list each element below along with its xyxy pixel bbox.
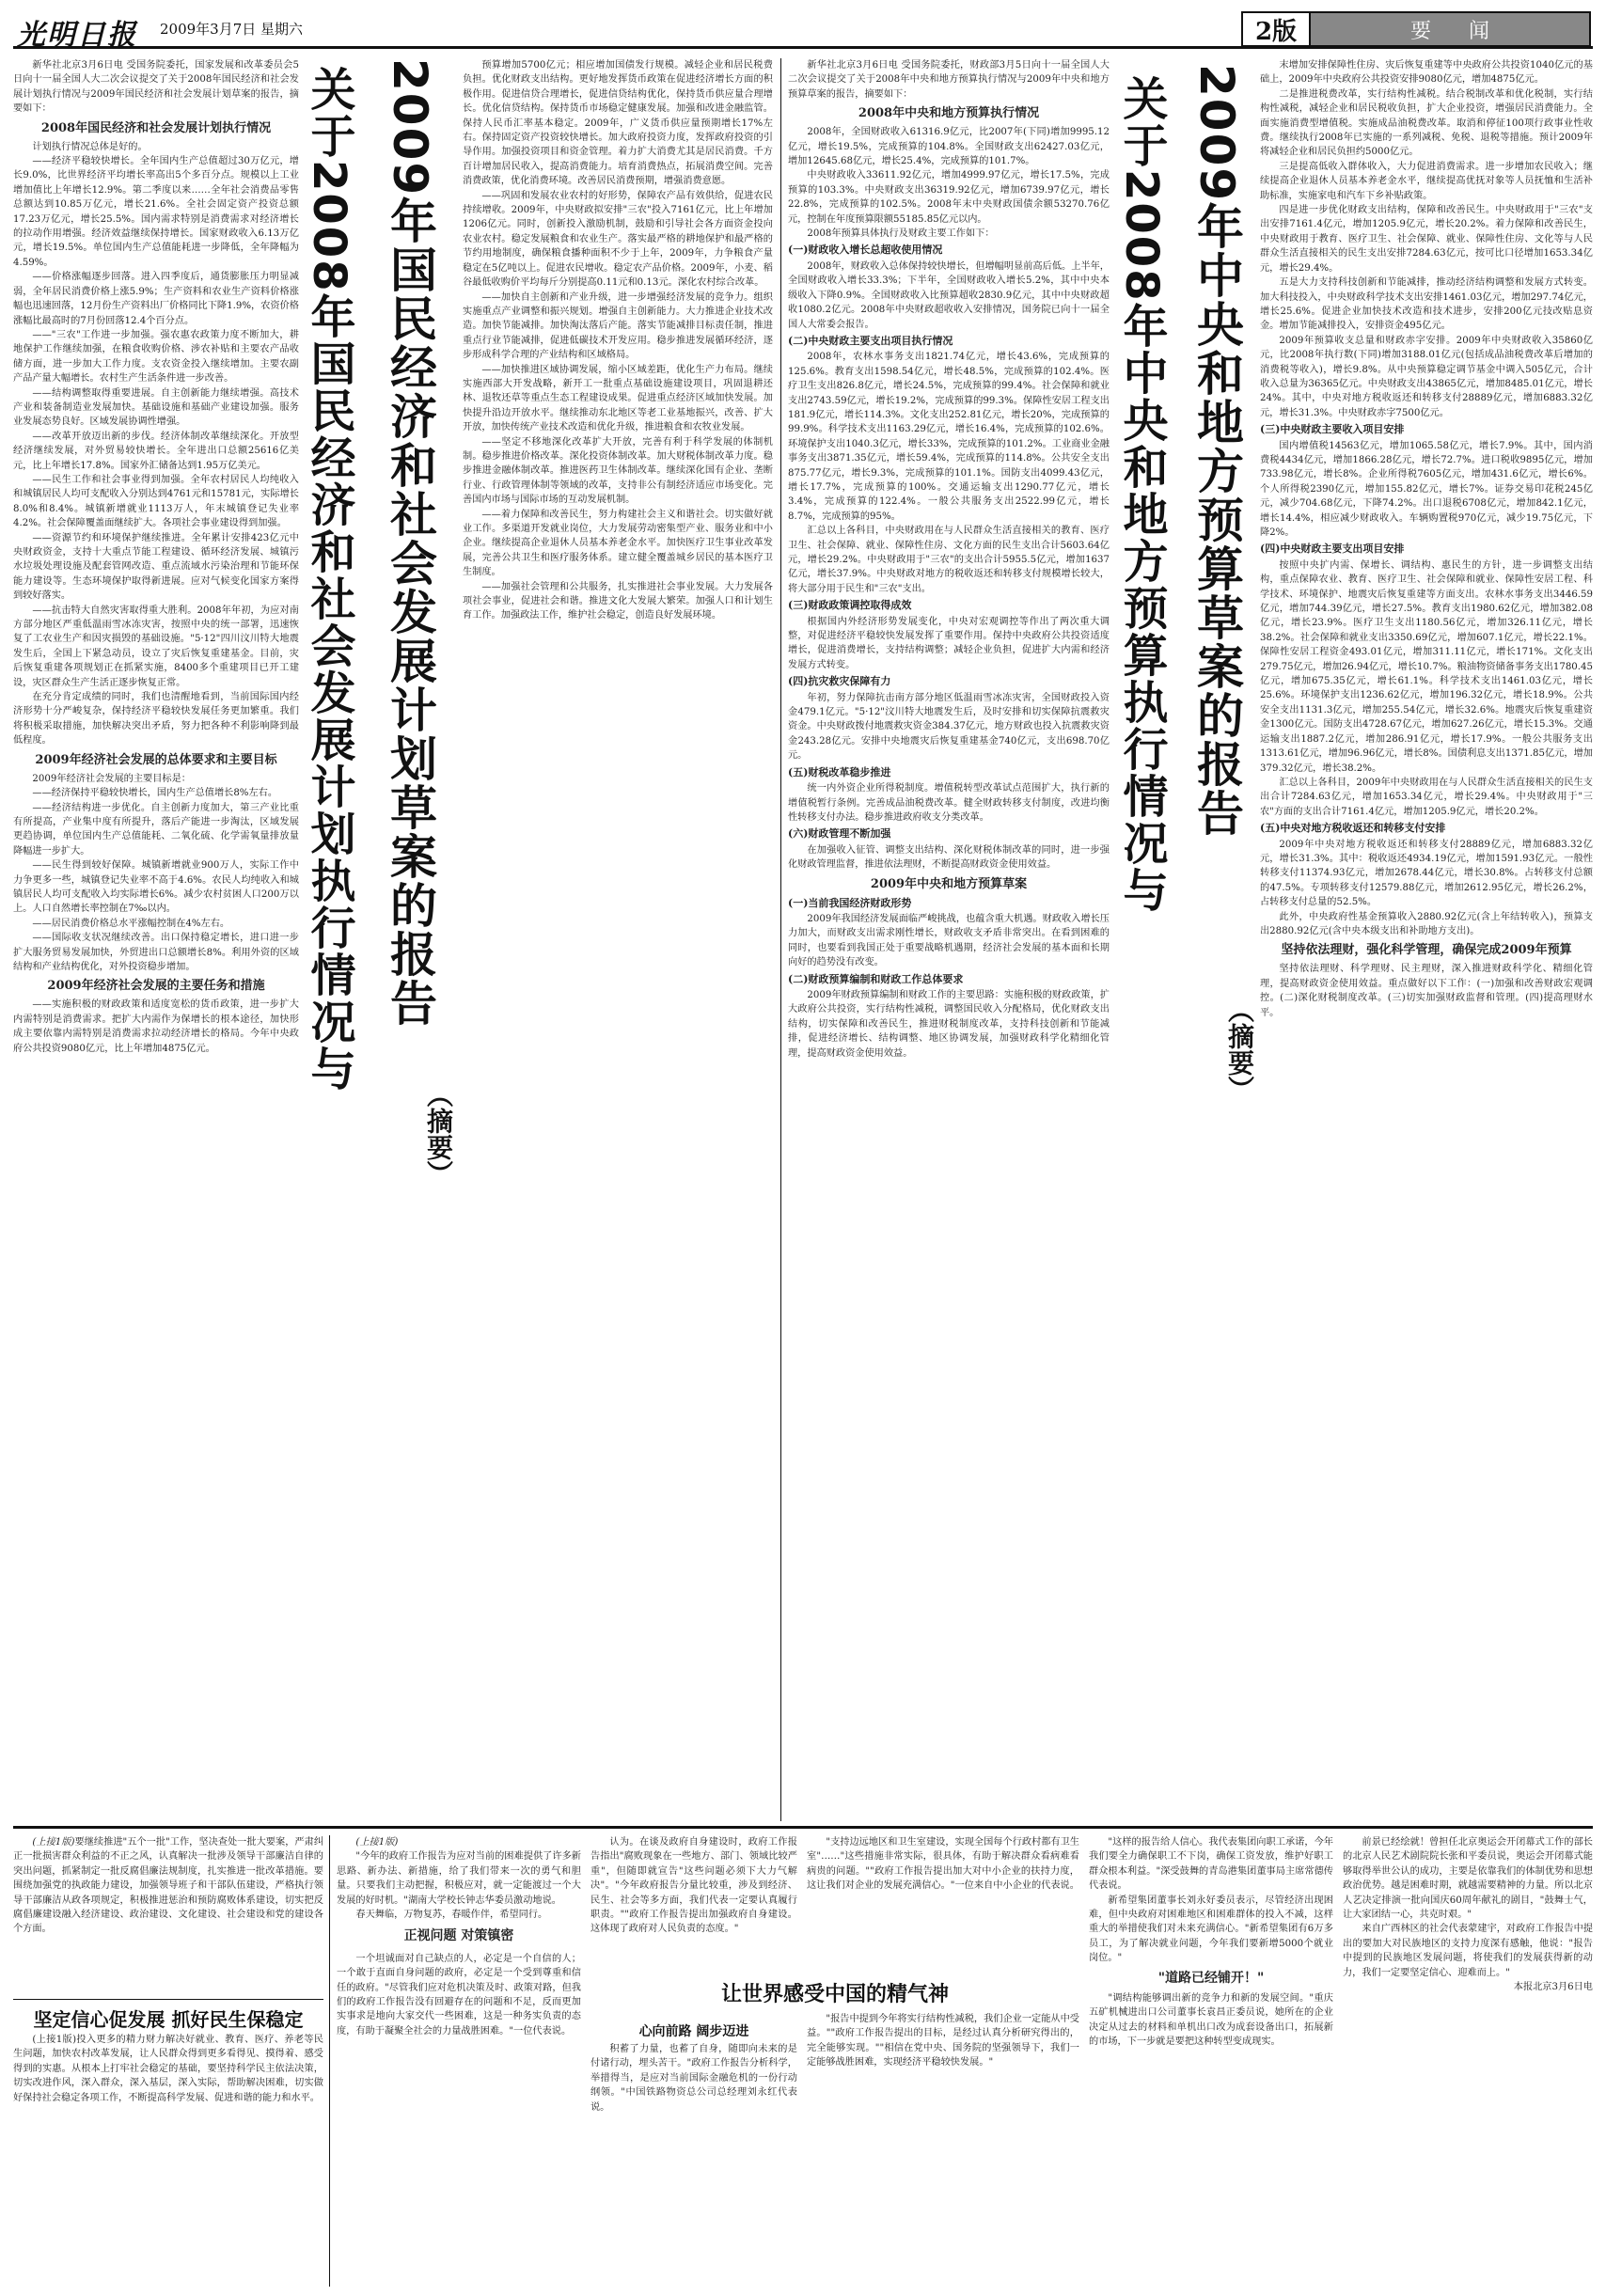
paragraph: 三是提高低收入群体收入，大力促进消费需求。进一步增加农民收入；继续提高企业退休人员基本养老金水平，继续提高优抚对象等人员抚恤和生活补助标准，实施家电和汽车下乡补贴政策。 (1260, 161, 1593, 201)
paragraph: ——结构调整取得重要进展。自主创新能力继续增强。高技术产业和装备制造业发展加快。基础设施和基础产业建设加强。服务业发展态势良好。区域发展协调性增强。 (13, 387, 299, 428)
paragraph: ——价格涨幅逐步回落。进入四季度后，通货膨胀压力明显减弱，全年居民消费价格上涨5.9%；生产资料和农业生产资料价格涨幅也迅速回落，12月份生产资料出厂价格同比下降1.9%，农资价格涨幅比最高时的7月份回落12.4个百分点。 (13, 272, 299, 326)
paragraph: "支持边远地区和卫生室建设，实现全国每个行政村都有卫生室"……"这些措施非常实际，很具体，有助于解决群众看病难看病贵的问题。""政府工作报告提出加大对中小企业的扶持力度，这让我们对企业的发展充满信心。"一位来自中小企业的代表说。 (807, 1837, 1079, 1892)
bottom-headline-1: 坚定信心促发展 抓好民生保稳定 (33, 2008, 304, 2031)
paragraph: "这样的报告给人信心。我代表集团向职工承诺，今年我们要全力确保职工不下岗，确保工资发放，维护好职工群众根本利益。"深受鼓舞的青岛港集团董事局主席常德传代表说。 (1089, 1837, 1333, 1892)
bottom-col1b (13, 2033, 323, 2287)
subheading: (五)财税改革稳步推进 (788, 765, 891, 778)
paragraph: ——改革开放迈出新的步伐。经济体制改革继续深化。开放型经济继续发展，对外贸易较快增长。全年进出口总额25616亿美元，比上年增长17.8%。国家外汇储备达到1.95万亿美元。 (13, 431, 299, 471)
subheading: (五)中央对地方税收返还和转移支付安排 (1260, 822, 1446, 835)
paragraph: 此外，中央政府性基金预算收入2880.92亿元(含上年结转收入)，预算支出2880.92亿元(含中央本级支出和补助地方支出)。 (1260, 911, 1593, 936)
left-article-col1 (13, 58, 299, 1821)
bottom-col3a (590, 1835, 797, 1976)
paragraph: 积蓄了力量，也蓄了自身，随即向未来的是付诸行动，埋头苦干。"政府工作报告分析科学，举措得当，是应对当前国际金融危机的一份行动纲领。"中国铁路物资总公司总经理刘永红代表说。 (590, 2044, 797, 2113)
subheading: (二)财政预算编制和财政工作总体要求 (788, 972, 964, 985)
subheading: (六)财政管理不断加强 (788, 827, 891, 841)
subheading: (二)中央财政主要支出项目执行情况 (788, 334, 953, 347)
paragraph: 按照中央扩内需、保增长、调结构、惠民生的方针，进一步调整支出结构，重点保障农业、教育、医疗卫生、社会保障和就业、保障性安居工程、科学技术、环境保护、地震灾后恢复重建等方面支出。农林水事务支出3446.59亿元，增加744.39亿元，增长27.5%。教育支出1980.62亿元，增加382.08亿元，增长23.9%。医疗卫生支出1180.56亿元，增加326.11亿元，增长38.2%。社会保障和就业支出3350.69亿元，增加607.1亿元，增长22.1%。保障性安居工程资金493.01亿元，增加311.11亿元，增长171%。文化支出279.75亿元，增加26.94亿元，增长10.7%。粮油物资储备事务支出1780.45亿元，增加675.35亿元，增长61.1%。科学技术支出1461.03亿元，增长25.6%。环境保护支出1236.62亿元，增加196.32亿元，增长18.9%。公共安全支出1131.3亿元，增加255.54亿元，增长32.6%。地震灾后恢复重建资金1300亿元。国防支出4728.67亿元，增加627.26亿元，增长15.3%。交通运输支出1887.2亿元，增加286.91亿元，增长17.9%。一般公共服务支出1313.61亿元，增加96.96亿元，增长8%。国债利息支出1371.85亿元，增加379.32亿元，增长38.2%。 (1260, 559, 1593, 774)
dateline: 本报北京3月6日电 (1513, 1982, 1593, 1993)
paragraph: 年初，努力保障抗击南方部分地区低温雨雪冰冻灾害，全国财政投入资金479.1亿元。"5·12"汶川特大地震发生后，及时安排和切实保障抗震救灾资金。中央财政拨付地震救灾资金384.37亿元，地方财政也投入抗震救灾资金243.28亿元。安排中央地震灾后恢复重建基金740亿元，支出698.70亿元。 (788, 692, 1110, 762)
bottom-col1a (13, 1835, 323, 1995)
paragraph: "今年的政府工作报告为应对当前的困难提供了许多新思路、新办法、新措施，给了我们带来一次的勇气和胆量。只要我们主动把握，积极应对，就一定能渡过一个大发展的好时机。"湖南大学校长钟志华委员激动地说。 (337, 1851, 581, 1906)
column-divider (329, 1835, 330, 2287)
left-headline-line2: 关于2008年国民经济和社会发展计划执行情况与 (303, 66, 355, 1093)
paragraph: ——民生工作和社会事业得到加强。全年农村居民人均纯收入和城镇居民人均可支配收入分别达到4761元和15781元，实际增长8.0%和8.4%。城镇新增就业1113万人，年末城镇登记失业率4.2%。社会保障覆盖面继续扩大。各项社会事业建设得到加强。 (13, 474, 299, 529)
right-headline-line2: 关于2008年中央和地方预算执行情况与 (1115, 75, 1168, 914)
paragraph: 新希望集团董事长刘永好委员表示，尽管经济出现困难，但中央政府对困难地区和困难群体的投入不减，这样重大的举措使我们对未来充满信心。"新希望集团有6万多员工，为了解决就业问题，今年我们要新增5000个就业岗位。" (1089, 1895, 1333, 1964)
paragraph: ——实施积极的财政政策和适度宽松的货币政策，进一步扩大内需特别是消费需求。把扩大内需作为保增长的根本途径，加快形成主要依靠内需特别是消费需求拉动经济增长的格局。今年中央政府公共投资9080亿元，比上年增加4875亿元。 (13, 999, 299, 1054)
paragraph: 认为。在谈及政府自身建设时，政府工作报告指出"腐败现象在一些地方、部门、领域比较严重"，但随即就宣告"这些问题必须下大力气解决"。"今年政府报告分量比较重，涉及到经济、民生、社会等多方面，我们代表一定要认真履行职责。""政府工作报告提出加强政府自身建设。这体现了政府对人民负责的态度。" (590, 1837, 797, 1935)
paragraph: 计划执行情况总体是好的。 (32, 141, 148, 152)
paragraph: ——巩固和发展农业农村的好形势，保障农产品有效供给，促进农民持续增收。2009年，中央财政拟安排"三农"投入7161亿元，比上年增加1206亿元。同时，创新投入激励机制，鼓励和引导社会各方面资金投向农业农村。稳定发展粮食和农业生产。落实最严格的耕地保护和最严格的节约用地制度，确保粮食播种面积不少于上年，2009年，力争粮食产量稳定在5亿吨以上。促进农民增收。稳定农产品价格。2009年，小麦、稻谷最低收购价平均每斤分别提高0.11元和0.13元。深化农村综合改革。 (463, 190, 773, 289)
paragraph: 前景已经绘就！曾担任北京奥运会开闭幕式工作的部长的北京人民艺术剧院院长张和平委员说，奥运会开闭幕式能够取得举世公认的成功，主要是依靠我们的体制优势和思想政治优势。越是困难时期，就越需要精神的力量。所以北京人艺决定排演一批向国庆60周年献礼的剧目，"鼓舞士气，让大家团结一心，共克时艰。" (1343, 1837, 1593, 1921)
paragraph: 五是大力支持科技创新和节能减排，推动经济结构调整和发展方式转变。加大科技投入，中央财政科学技术支出安排1461.03亿元，增加297.74亿元，增长25.6%。促进企业加快技术改造和技术进步，安排200亿元技改贴息资金。增加节能减排投入，安排资金495亿元。 (1260, 277, 1593, 332)
bottom-col5 (1089, 1835, 1333, 2287)
edition-box (1241, 11, 1591, 47)
paragraph: 中央财政收入33611.92亿元，增加4999.97亿元，增长17.5%，完成预算的103.3%。中央财政支出36319.92亿元，增加6739.97亿元，增长22.8%，完成预算的102.5%。2008年末中央财政国债余额53270.76亿元，控制在年度预算限额55185.85亿元以内。 (788, 170, 1110, 225)
paragraph: ——着力保障和改善民生，努力构建社会主义和谐社会。切实做好就业工作。多渠道开发就业岗位，大力发展劳动密集型产业、服务业和中小企业。继续提高企业退休人员基本养老金水平。加快医疗卫生事业改革发展，完善公共卫生和医疗服务体系。建立健全覆盖城乡居民的基本医疗卫生制度。 (463, 509, 773, 578)
paragraph: 来自广西林区的社会代表蒙建宇，对政府工作报告中提出的要加大对民族地区的支持力度深有感触，他说："报告中提到的民族地区发展问题，将使我们的发展获得新的动力，我们一定要坚定信心、迎难而上。" (1343, 1924, 1593, 1978)
bottom-subhead: 正视问题 对策镇密 (403, 1928, 514, 1944)
paragraph: 汇总以上各科目，2009年中央财政用在与人民群众生活直接相关的民生支出合计7284.63亿元，增加1653.34亿元，增长29.4%。中央财政用于"三农"方面的支出合计7161.4亿元，增加1205.9亿元，增长20.2%。 (1260, 777, 1593, 817)
subheading: (四)抗灾救灾保障有力 (788, 675, 891, 688)
lead-paragraph: 新华社北京3月6日电 受国务院委托，国家发展和改革委员会5日向十一届全国人大二次会议提交了关于2008年国民经济和社会发展计划执行情况与2009年国民经济和社会发展计划草案的报告，摘要如下： (13, 60, 299, 115)
paragraph: ——国际收支状况继续改善。出口保持稳定增长，进口进一步扩大服务贸易发展加快，外贸进出口总额增长8%。利用外资的区域结构和产业结构优化，对外投资稳步增加。 (13, 933, 299, 972)
paragraph: 一个坦诚面对自己缺点的人，必定是一个自信的人；一个敢于直面自身问题的政府，必定是一个受到尊重和信任的政府。"尽管我们应对危机决策及时、政策对路，但我们的政府工作报告没有回避存在的问题和不足，反而更加实事求是地向大家交代一些困难，这是一种务实负责的态度，有助于凝聚全社会的力量战胜困难。"一位代表说。 (337, 1953, 581, 2037)
paragraph: ——加强社会管理和公共服务，扎实推进社会事业发展。大力发展各项社会事业，促进社会和谐。推进文化大发展大繁荣。加强人口和计划生育工作。加强政法工作，维护社会稳定，创造良好发展环境。 (463, 581, 773, 621)
edition-number: 2版 (1243, 13, 1311, 45)
paragraph: 2008年预算具体执行及财政主要工作如下： (807, 228, 995, 240)
paragraph: 坚持依法理财、科学理财、民主理财，深入推进财政科学化、精细化管理，提高财政资金使用效益。重点做好以下工作：(一)加强和改善财政宏观调控。(二)深化财税制度改革。(三)切实加强财政监督和管理。(四)提高理财水平。 (1260, 964, 1593, 1018)
bottom-main-headline: 让世界感受中国的精气神 (720, 1982, 949, 2006)
paragraph: 2009年预算收支总量和财政赤字安排。2009年中央财政收入35860亿元，比2008年执行数(下同)增加3188.01亿元(包括成品油税费改革后增加的消费税等收入)，增长9.8%。从中央预算稳定调节基金中调入505亿元，合计收入总量为36365亿元。中央财政支出43865亿元，增加8485.01亿元，增长24%。其中，中央对地方税收返还和转移支付28889亿元，增加6883.32亿元，增长31.3%。中央财政赤字7500亿元。 (1260, 335, 1593, 418)
paragraph: 2009年中央对地方税收返还和转移支付28889亿元，增加6883.32亿元，增长31.3%。其中：税收返还4934.19亿元，增加1591.93亿元。一般性转移支付11374.93亿元，增加2678.44亿元，增长30.8%。占转移支付总额的47.5%。专项转移支付12579.88亿元，增加2612.95亿元，增长26.2%，占转移支付总量的52.5%。 (1260, 839, 1593, 908)
newspaper-logo: 光明日报 (17, 19, 137, 52)
section-heading: 2009年经济社会发展的主要任务和措施 (47, 979, 265, 994)
subheading: (三)中央财政主要收入项目安排 (1260, 423, 1405, 436)
paragraph: 四是进一步优化财政支出结构，保障和改善民生。中央财政用于"三农"支出安排7161.4亿元，增加1205.9亿元，增长20.2%。着力保障和改善民生，中央财政用于教育、医疗卫生、社会保障、就业、保障性住房、文化等与人民群众生活直接相关的民生支出安排7284.63亿元，按可比口径增加1653.34亿元，增长29.4%。 (1260, 205, 1593, 274)
section-heading: 2009年经济社会发展的总体要求和主要目标 (35, 752, 277, 767)
section-heading: 2009年中央和地方预算草案 (870, 876, 1028, 891)
paragraph: ——经济结构进一步优化。自主创新力度加大，第三产业比重有所提高，产业集中度有所提升，落后产能进一步淘汰，区域发展更趋协调，单位国内生产总值能耗、二氧化硫、化学需氧量排放量降幅进一步扩大。 (13, 802, 299, 857)
paragraph: 末增加安排保障性住房、灾后恢复重建等中央政府公共投资1040亿元的基础上，2009年中央政府公共投资安排9080亿元，增加4875亿元。 (1260, 60, 1593, 86)
paragraph: (上接1版)投入更多的精力财力解决好就业、教育、医疗、养老等民生问题，加快农村改革发展，让人民群众得到更多看得见、摸得着、感受得到的实惠。从根本上打牢社会稳定的基础，要坚持科学民主依法决策，切实改进作风，深入群众，深入基层，深入实际，帮助解决困难，切实做好保持社会稳定各项工作，不断提高科学发展、促进和谐的能力和水平。 (13, 2035, 323, 2103)
lead-paragraph: 新华社北京3月6日电 受国务院委托，财政部3月5日向十一届全国人大二次会议提交了关于2008年中央和地方预算执行情况与2009年中央和地方预算草案的报告，摘要如下： (788, 60, 1110, 100)
paragraph: 2008年，财政收入总体保持较快增长，但增幅明显前高后低。上半年，全国财政收入增长33.3%；下半年，全国财政收入增长5.2%，其中中央本级收入下降0.9%。全国财政收入比预算超收2830.9亿元，其中中央财政超收1080.2亿元。2008年中央财政超收收入安排情况，国务院已向十一届全国人大常委会报告。 (788, 260, 1110, 330)
subheading: (一)当前我国经济财政形势 (788, 896, 912, 909)
right-article-col1 (788, 58, 1110, 1821)
paragraph: "调结构能够调出新的竞争力和新的发展空间。"重庆五矿机械进出口公司董事长袁昌正委员说，她所在的企业决定从过去的材料和单机出口改为成套设备出口，拓展新的市场，下一步就是要把这种转型变成现实。 (1089, 1993, 1333, 2048)
paragraph: 要继续推进"五个一批"工作，坚决查处一批大要案，严肃纠正一批损害群众利益的不正之风，认真解决一批涉及领导干部廉洁自律的突出问题，抓紧制定一批反腐倡廉法规制度，扎实推进一批改革措施。要围绕加强党的执政能力建设，加强领导班子和干部队伍建设，严格执行领导干部廉洁从政各项规定，积极推进惩治和预防腐败体系建设，切实把反腐倡廉建设融入经济建设、政治建设、文化建设、社会建设和党的建设各个方面。 (13, 1837, 323, 1935)
continued-tag: (上接1版) (32, 1837, 75, 1848)
paragraph: 二是推进税费改革，实行结构性减税。结合税制改革和优化税制，实行结构性减税，减轻企业和居民税收负担，扩大企业投资，增强居民消费能力。全面实施消费型增值税。实施成品油税费改革。取消和停征100项行政事业性收费。继续执行2008年已实施的一系列减税、免税、退税等措施。预计2009年将减轻企业和居民负担约5000亿元。 (1260, 88, 1593, 158)
paragraph: 春天舞临，万物复苏，春暖作伴，希望同行。 (355, 1910, 548, 1921)
paragraph: 根据国内外经济形势发展变化，中央对宏观调控等作出了两次重大调整，对促进经济平稳较快发展发挥了重要作用。保持中央政府公共投资适度增长，促进消费增长，支持结构调整；减轻企业负担，促进扩大内需和经济发展方式转变。 (788, 616, 1110, 670)
paragraph: 在充分肯定成绩的同时，我们也清醒地看到，当前国际国内经济形势十分严峻复杂，保持经济平稳较快发展任务更加繁重。我们将积极采取措施，加快解决突出矛盾，努力把各种不利影响降到最低程度。 (13, 692, 299, 747)
section-heading: 坚持依法理财，强化科学管理，确保完成2009年预算 (1281, 943, 1572, 958)
bottom-col2 (337, 1835, 581, 2287)
bottom-subhead: "道路已经铺开！" (1157, 1970, 1265, 1986)
continued-tag: (上接1版) (355, 1837, 399, 1848)
subheading: (一)财政收入增长总超收使用情况 (788, 244, 943, 257)
bottom-col3b (590, 2042, 797, 2287)
paragraph: ——居民消费价格总水平涨幅控制在4%左右。 (32, 918, 230, 929)
paragraph: 汇总以上各科目，中央财政用在与人民群众生活直接相关的教育、医疗卫生、社会保障、就业、保障性住房、文化方面的民生支出合计5603.64亿元，增长29.2%。中央财政用于"三农"的支出合计5955.5亿元，增加1637亿元，增长37.9%。中央财政对地方的税收返还和转移支付规模增长较大，将大部分用于民生和"三农"支出。 (788, 526, 1110, 594)
divider (13, 1999, 323, 2000)
left-headline-line1: 2009年国民经济和社会发展计划草案的报告 (383, 58, 437, 1029)
paragraph: ——抗击特大自然灾害取得重大胜利。2008年年初，为应对南方部分地区严重低温雨雪冰冻灾害，按照中央的统一部署，迅速恢复了工农业生产和因灾损毁的基础设施。"5·12"四川汶川特大地震发生后，全国上下紧急动员，设立了灾后恢复重建基金。目前，灾后恢复重建各项规划正在抓紧实施，8400多个重建项目已开工建设，灾区群众生产生活正逐步恢复正常。 (13, 605, 299, 688)
paragraph: ——经济平稳较快增长。全年国内生产总值超过30万亿元，增长9.0%，比世界经济平均增长率高出5个多百分点。规模以上工业增加值比上年增长12.9%。第二季度以来……全年社会消费品零售总额达到10.85万亿元，增长21.6%。全社会固定资产投资总额17.23万亿元，增长25.5%。国内需求特别是消费需求对经济增长的拉动作用增强。经济效益继续保持增长。国家财政收入6.13万亿元，增长19.5%。单位国内生产总值能耗进一步降低，全年降幅为4.59%。 (13, 156, 299, 268)
bottom-col6 (1343, 1835, 1593, 2287)
paragraph: ——资源节约和环境保护继续推进。全年累计安排423亿元中央财政资金，支持十大重点节能工程建设、循环经济发展、城镇污水垃圾处理设施及配套管网改造、重点流域水污染治理和节能环保能力建设等。生态环境保护取得新进展。应对气候变化国家方案得到较好落实。 (13, 532, 299, 602)
paragraph: 国内增值税14563亿元，增加1065.58亿元，增长7.9%。其中，国内消费税4434亿元，增加1866.28亿元，增长72.7%。进口税收9895亿元，增加733.98亿元，增长8%。企业所得税7605亿元，增加431.6亿元，增长6%。个人所得税2390亿元，增加155.82亿元，增长7%。证券交易印花税245亿元，减少704.68亿元，下降74.2%。出口退税6708亿元，增加842.1亿元，增长14.4%，相应减少财政收入。车辆购置税970亿元，减少19.75亿元，下降2%。 (1260, 440, 1593, 538)
bottom-col4b (807, 2012, 1079, 2287)
section-heading: 2008年中央和地方预算执行情况 (858, 106, 1040, 121)
edition-name: 要闻 (1311, 13, 1589, 45)
paragraph: 2008年，农林水事务支出1821.74亿元，增长43.6%，完成预算的125.6%。教育支出1598.54亿元，增长48.5%，完成预算的102.4%。医疗卫生支出826.8亿元，增长24.5%，完成预算的99.4%。社会保障和就业支出2743.59亿元，增长19.2%，完成预算的99.3%。保障性安居工程支出181.9亿元，增长114.3%。文化支出252.81亿元，增长20%，完成预算的99.9%。科学技术支出1163.29亿元，增长16.4%，完成预算的102.6%。环境保护支出1040.3亿元，增长33%，完成预算的101.2%。工业商业金融事务支出3871.35亿元，增长59.4%，完成预算的114.8%。公共安全支出875.77亿元，增长9.3%，完成预算的101.1%。国防支出4099.43亿元，增长17.7%，完成预算的100%。交通运输支出1290.77亿元，增长3.4%，完成预算的122.4%。一般公共服务支出2522.99亿元，增长8.7%，完成预算的95%。 (788, 352, 1110, 522)
paragraph: 预算增加5700亿元；相应增加国债发行规模。减轻企业和居民税费负担。优化财政支出结构。更好地发挥货币政策在促进经济增长方面的积极作用。促进信贷合理增长，促进信贷结构优化，保持货币供应量合理增长。优化信贷结构。保持货币市场稳定健康发展。加强和改进金融监管。保持人民币汇率基本稳定。2009年，广义货币供应量预期增长17%左右。保持固定资产投资较快增长。加大政府投资力度，发挥政府投资的引导作用。加强投资项目和资金管理。着力扩大消费尤其是居民消费。千方百计增加居民收入，提高消费能力。培育消费热点，拓展消费空间。完善消费政策，优化消费环境。改善居民消费预期，增强消费意愿。 (463, 60, 773, 187)
subheading: (三)财政政策调控取得成效 (788, 599, 912, 612)
subheading: (四)中央财政主要支出项目安排 (1260, 543, 1405, 556)
paragraph: ——坚定不移地深化改革扩大开放，完善有利于科学发展的体制机制。稳步推进价格改革。深化投资体制改革。加大财税体制改革力度。稳步推进金融体制改革。推进医药卫生体制改革。继续深化国有企业、垄断行业、行政管理体制等领域的改革，支持非公有制经济适应市场变化。完善国内市场与国际市场的互动发展机制。 (463, 436, 773, 506)
issue-date: 2009年3月7日 星期六 (160, 21, 304, 38)
paragraph: 2009年我国经济发展面临严峻挑战，也蕴含重大机遇。财政收入增长压力加大，而财政支出需求刚性增长，财政收支矛盾非常突出。在看到困难的同时，也要看到我国正处于重要战略机遇期，经济社会发展的基本面和长期向好的趋势没有改变。 (788, 913, 1110, 968)
paragraph: ——加快自主创新和产业升级，进一步增强经济发展的竞争力。组织实施重点产业调整和振兴规划。增强自主创新能力。大力推进企业技术改造。加快节能减排。加快淘汰落后产能。落实节能减排目标责任制，推进重点行业节能减排，促进低碳技术开发应用。稳步推进发展循环经济，逐步形成科学合理的产业结构和区域格局。 (463, 291, 773, 361)
right-headline-line1: 2009年中央和地方预算草案的报告 (1189, 64, 1244, 839)
paragraph: 2008年，全国财政收入61316.9亿元，比2007年(下同)增加9995.12亿元，增长19.5%，完成预算的104.8%。全国财政支出62427.03亿元，增加12645.68亿元，增长25.4%，完成预算的101.7%。 (788, 127, 1110, 167)
paragraph: ——加快推进区域协调发展，缩小区域差距，优化生产力布局。继续实施西部大开发战略，新开工一批重点基础设施建设项目，巩固退耕还林、退牧还草等重点生态工程建设成果。促进重点经济区域加快发展。加快提升沿边开放水平。继续推动东北地区等老工业基地振兴，改善、扩大开放，加快传统产业技术改造和优化升级，推进粮食和农牧业发展。 (463, 364, 773, 433)
column-divider (780, 58, 781, 1821)
paragraph: ——民生得到较好保障。城镇新增就业900万人，实际工作中力争更多一些，城镇登记失业率不高于4.6%。农民人均纯收入和城镇居民人均可支配收入均实际增长6%。减少农村贫困人口200万以上。人口自然增长率控制在7‰以内。 (13, 860, 299, 915)
section-heading: 2008年国民经济和社会发展计划执行情况 (40, 120, 272, 135)
left-article-col2 (463, 58, 773, 1821)
right-summary-tag: （摘要） (1224, 997, 1255, 1102)
left-summary-tag: （摘要） (423, 1081, 454, 1187)
bottom-section-rule (13, 1826, 1593, 1829)
bottom-subhead: 心向前路 阔步迈进 (638, 2024, 749, 2039)
paragraph: ——经济保持平稳较快增长，国内生产总值增长8%左右。 (32, 788, 278, 799)
paragraph: 在加强收入征管、调整支出结构、深化财税体制改革的同时，进一步强化财政管理监督，推进依法理财，不断提高财政资金使用效益。 (788, 844, 1110, 871)
paragraph: ——"三农"工作进一步加强。强农惠农政策力度不断加大，耕地保护工作继续加强，在粮食收购价格、涉农补贴和主要农产品收储方面，进一步加大工作力度。支农资金投入继续增加。主要农副产品产量大幅增长。农村生产生活条件进一步改善。 (13, 329, 299, 385)
right-article-col2 (1260, 58, 1593, 1821)
bottom-col4a (807, 1835, 1079, 1976)
paragraph: 统一内外资企业所得税制度。增值税转型改革试点范围扩大，执行新的增值税暂行条例。完善成品油税费改革。健全财政转移支付制度，改进均衡性转移支付办法。稳步推进政府收支分类改革。 (788, 783, 1110, 823)
paragraph: 2009年财政预算编制和财政工作的主要思路：实施积极的财政政策，扩大政府公共投资，实行结构性减税，调整国民收入分配格局，优化财政支出结构，切实保障和改善民生，推进财税制度改革，支持科技创新和节能减排，促进经济增长、结构调整、地区协调发展，加强财政科学化精细化管理，提高财政资金使用效益。 (788, 989, 1110, 1059)
paragraph: 2009年经济社会发展的主要目标是： (32, 773, 191, 784)
paragraph: "报告中提到今年将实行结构性减税，我们企业一定能从中受益。""政府工作报告提出的目标，是经过认真分析研究得出的，完全能够实现。""相信在党中央、国务院的坚强领导下，我们一定能够战胜困难，实现经济平稳较快发展。" (807, 2014, 1079, 2068)
